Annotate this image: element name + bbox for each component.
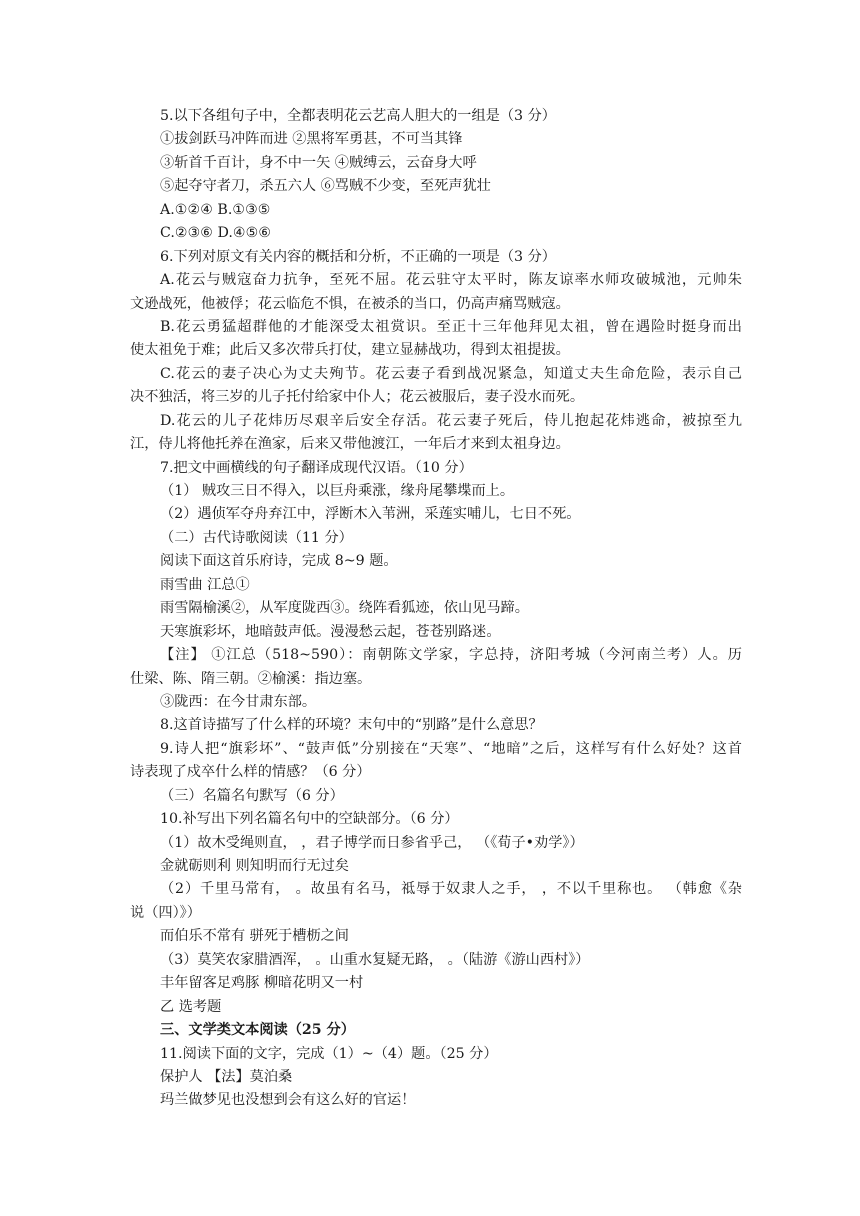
text-line: 江，侍儿将他托养在渔家，后来又带他渡江，一年后才来到太祖身边。 [130, 436, 570, 453]
text-line: 雨雪隔榆溪②，从军度陇西③。绕阵看狐迹，依山见马蹄。 [160, 600, 529, 617]
text-line: 丰年留客足鸡豚 柳暗花明又一村 [160, 975, 364, 992]
text-line: ⑤起夺守者刀，杀五六人 ⑥骂贼不少变，至死声犹壮 [160, 178, 491, 195]
text-line: A.①②④ B.①③⑤ [160, 201, 271, 218]
text-line: 决不独活，将三岁的儿子托付给家中仆人；花云被服后，妻子没水而死。 [130, 389, 585, 406]
text-line: （3）莫笑农家腊酒浑， 。山重水复疑无路， 。（陆游《游山西村》） [160, 951, 590, 968]
text-line: 三、文学类文本阅读（25 分） [160, 1022, 355, 1039]
text-line: 阅读下面这首乐府诗，完成 8~9 题。 [160, 553, 398, 570]
text-line: ③斩首千百计，身不中一矢 ④贼缚云，云奋身大呼 [160, 154, 477, 171]
document-body [130, 105, 742, 1113]
text-line: ①拔剑跃马冲阵而进 ②黑将军勇甚，不可当其锋 [160, 131, 463, 148]
text-line: 6.下列对原文有关内容的概括和分析，不正确的一项是（3 分） [160, 248, 556, 265]
text-line: 保护人 【法】莫泊桑 [160, 1068, 293, 1085]
text-line: ③陇西：在今甘肃东部。 [160, 693, 317, 710]
text-line: （2）遇侦军夺舟弃江中，浮断木入苇洲，采莲实哺儿，七日不死。 [160, 506, 581, 523]
text-line: 雨雪曲 江总① [160, 576, 250, 593]
text-line: 而伯乐不常有 骈死于槽枥之间 [160, 928, 349, 945]
text-line: （二）古代诗歌阅读（11 分） [160, 529, 353, 546]
text-line: 仕梁、陈、隋三朝。②榆溪：指边塞。 [130, 670, 372, 687]
text-line: 说（四）》） [130, 904, 201, 921]
text-line: 10.补写出下列名篇名句中的空缺部分。（6 分） [160, 811, 459, 828]
text-line: （1） 贼攻三日不得入，以巨舟乘涨，缘舟尾攀堞而上。 [160, 483, 515, 499]
text-line: C.花云的妻子决心为丈夫殉节。花云妻子看到战况紧急，知道丈夫生命危险，表示自己 [160, 365, 742, 382]
text-line: 乙 选考题 [160, 998, 222, 1015]
text-line: 诗表现了戍卒什么样的情感？（6 分） [130, 764, 371, 781]
text-line: （2）千里马常有， 。故虽有名马，祗辱于奴隶人之手， ，不以千里称也。 （韩愈《杂 [160, 881, 742, 898]
text-line: 5.以下各组句子中，全都表明花云艺高人胆大的一组是（3 分） [160, 108, 556, 124]
text-line: 玛兰做梦见也没想到会有这么好的官运！ [160, 1092, 416, 1109]
text-line: （1）故木受绳则直， ，君子博学而日参省乎己， （《荀子•劝学》） [160, 834, 584, 851]
text-line: 使太祖免于难；此后又多次带兵打仗，建立显赫战功，得到太祖提拔。 [130, 342, 570, 359]
text-line: 金就砺则利 则知明而行无过矣 [160, 858, 349, 874]
text-line: 文逊战死，他被俘；花云临危不惧，在被杀的当口，仍高声痛骂贼寇。 [130, 295, 570, 312]
text-line: （三）名篇名句默写（6 分） [160, 787, 344, 804]
text-line: C.②③⑥ D.④⑤⑥ [160, 225, 272, 242]
text-line: D.花云的儿子花炜历尽艰辛后安全存活。花云妻子死后，侍儿抱起花炜逃命，被掠至九 [160, 412, 742, 429]
text-line: 天寒旗彩坏，地暗鼓声低。漫漫愁云起，苍苍别路迷。 [160, 623, 501, 640]
text-line: B.花云勇猛超群他的才能深受太祖赏识。至正十三年他拜见太祖，曾在遇险时挺身而出 [160, 318, 742, 335]
text-line: 7.把文中画横线的句子翻译成现代汉语。（10 分） [160, 459, 473, 476]
text-line: 9.诗人把“旗彩坏”、“鼓声低”分别接在“天寒”、“地暗”之后，这样写有什么好处？这首 [160, 740, 742, 757]
text-line: A.花云与贼寇奋力抗争，至死不屈。花云驻守太平时，陈友谅率水师攻破城池，元帅朱 [160, 272, 742, 289]
text-line: 11.阅读下面的文字，完成（1）~（4）题。（25 分） [160, 1045, 498, 1062]
text-line: 8.这首诗描写了什么样的环境？末句中的“别路”是什么意思？ [160, 717, 543, 734]
text-line: 【注】 ①江总（518~590）：南朝陈文学家，字总持，济阳考城（今河南兰考）人。历 [160, 647, 742, 664]
